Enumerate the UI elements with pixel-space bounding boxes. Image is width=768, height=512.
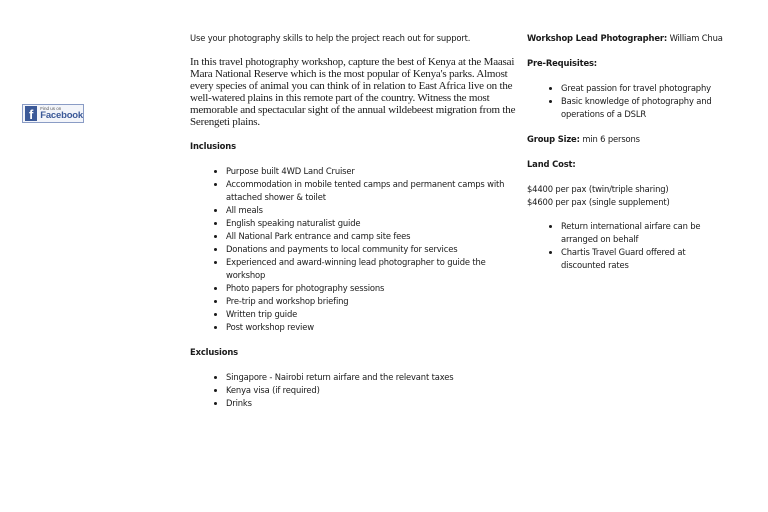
list-item: • Basic knowledge of photography and operations of a DSLR — [561, 95, 727, 121]
group-size — [527, 133, 727, 146]
extras-list — [527, 220, 727, 272]
exclusions-list — [190, 371, 520, 410]
facebook-badge-small: Find us on — [40, 105, 62, 111]
list-item: • English speaking naturalist guide — [226, 217, 520, 230]
land-cost-heading: Land Cost: — [527, 159, 576, 169]
description-paragraph: In this travel photography workshop, capture the best of Kenya at the Maasai Mara National Reserve which is the most popular of Kenya's parks. Almost every species of animal you can think of in relation to East Africa live on the well-watered plains in this remote part of the country. Witness the most memorable and spectacular sight of the annual wildebeest migration from the Serengeti plains. — [190, 56, 516, 128]
list-item: • Donations and payments to local community for services — [226, 243, 520, 256]
lead-photographer — [527, 32, 727, 45]
list-item: • All National Park entrance and camp site fees — [226, 230, 520, 243]
list-item: • Kenya visa (if required) — [226, 384, 520, 397]
prerequisites-list — [527, 82, 727, 121]
list-item: • Written trip guide — [226, 308, 520, 321]
lead-photographer-label: Workshop Lead Photographer: — [527, 33, 668, 43]
group-size-label: Group Size: — [527, 134, 580, 144]
side-column — [527, 32, 727, 284]
facebook-badge-label: Facebook — [40, 110, 83, 121]
main-column — [190, 32, 520, 422]
list-item: • Chartis Travel Guard offered at discounted rates — [561, 246, 727, 272]
facebook-badge[interactable] — [22, 104, 84, 123]
list-item: • Experienced and award-winning lead photographer to guide the workshop — [226, 256, 520, 282]
list-item: • Return international airfare can be arranged on behalf — [561, 220, 727, 246]
list-item: • Pre-trip and workshop briefing — [226, 295, 520, 308]
facebook-badge-text — [40, 107, 83, 121]
intro-text: Use your photography skills to help the project reach out for support. — [190, 33, 471, 43]
inclusions-heading: Inclusions — [190, 141, 236, 151]
list-item: • All meals — [226, 204, 520, 217]
prerequisites-heading: Pre-Requisites: — [527, 58, 598, 68]
list-item: • Post workshop review — [226, 321, 520, 334]
list-item: • Singapore - Nairobi return airfare and the relevant taxes — [226, 371, 520, 384]
lead-photographer-name: William Chua — [669, 33, 723, 43]
list-item: • Great passion for travel photography — [561, 82, 727, 95]
facebook-f-icon: f — [25, 106, 37, 121]
inclusions-list — [190, 165, 520, 334]
list-item: • Photo papers for photography sessions — [226, 282, 520, 295]
group-size-value: min 6 persons — [582, 134, 640, 144]
list-item: • Drinks — [226, 397, 520, 410]
list-item: • Accommodation in mobile tented camps and permanent camps with attached shower & toilet — [226, 178, 520, 204]
cost-single: $4600 per pax (single supplement) — [527, 197, 670, 207]
list-item: • Purpose built 4WD Land Cruiser — [226, 165, 520, 178]
exclusions-heading: Exclusions — [190, 347, 238, 357]
cost-twin: $4400 per pax (twin/triple sharing) — [527, 184, 669, 194]
